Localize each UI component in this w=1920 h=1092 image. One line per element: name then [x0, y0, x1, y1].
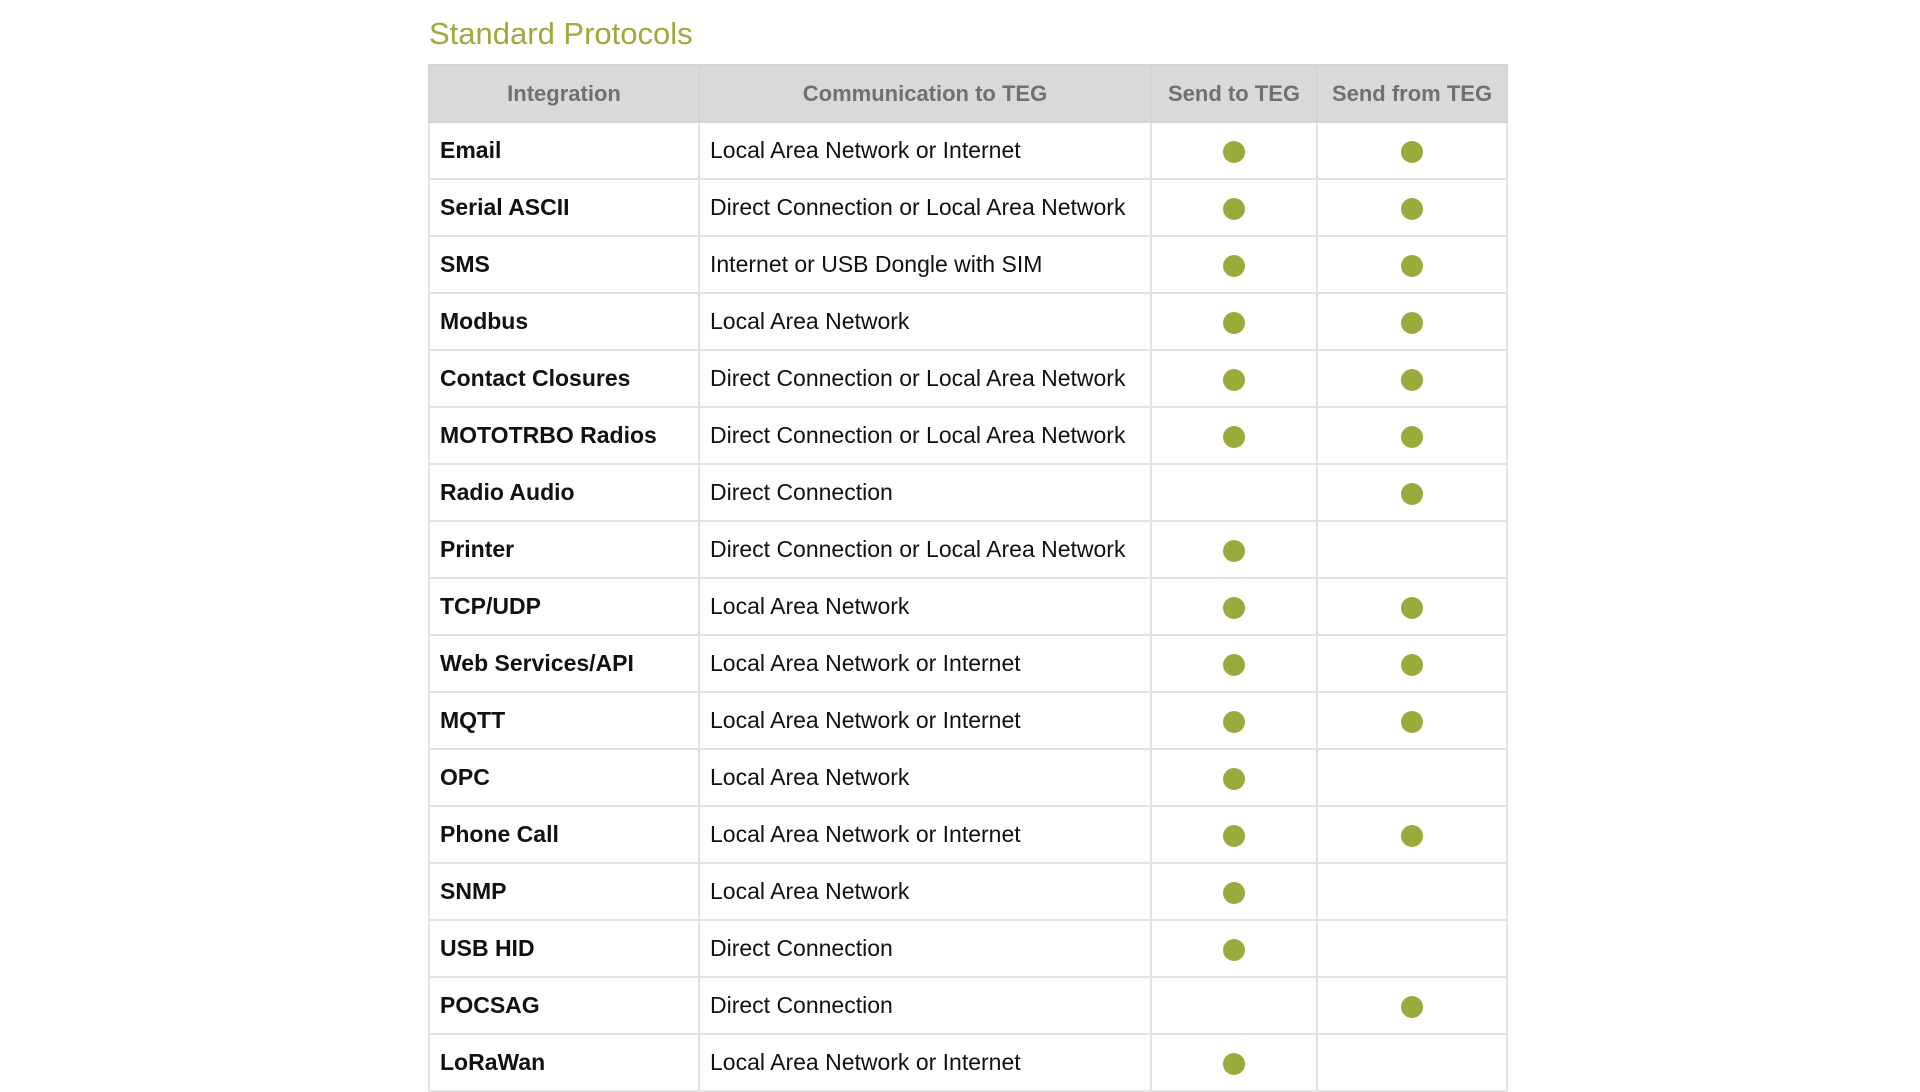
table-row: [429, 293, 1507, 350]
send-from-teg-cell: [1317, 863, 1507, 920]
page-title: Standard Protocols: [429, 16, 693, 51]
table-row: [429, 521, 1507, 578]
integration-name: USB HID: [429, 920, 699, 977]
communication-method: Local Area Network: [699, 578, 1151, 635]
communication-method: Direct Connection or Local Area Network: [699, 407, 1151, 464]
supported-dot-icon: [1401, 426, 1423, 448]
integration-name: OPC: [429, 749, 699, 806]
send-from-teg-cell: [1317, 692, 1507, 749]
supported-dot-icon: [1223, 768, 1245, 790]
communication-method: Direct Connection: [699, 977, 1151, 1034]
supported-dot-icon: [1401, 255, 1423, 277]
header-integration: Integration: [429, 65, 699, 122]
communication-method: Local Area Network or Internet: [699, 122, 1151, 179]
table-body: [429, 122, 1507, 1091]
send-from-teg-cell: [1317, 578, 1507, 635]
integration-name: Radio Audio: [429, 464, 699, 521]
send-to-teg-cell: [1151, 863, 1317, 920]
supported-dot-icon: [1223, 654, 1245, 676]
table-row: [429, 692, 1507, 749]
communication-method: Local Area Network or Internet: [699, 692, 1151, 749]
header-send-to-teg: Send to TEG: [1151, 65, 1317, 122]
supported-dot-icon: [1401, 312, 1423, 334]
integration-name: SNMP: [429, 863, 699, 920]
send-from-teg-cell: [1317, 179, 1507, 236]
table-row: [429, 635, 1507, 692]
communication-method: Local Area Network or Internet: [699, 635, 1151, 692]
send-to-teg-cell: [1151, 236, 1317, 293]
send-to-teg-cell: [1151, 692, 1317, 749]
supported-dot-icon: [1223, 540, 1245, 562]
supported-dot-icon: [1223, 1053, 1245, 1075]
integration-name: Serial ASCII: [429, 179, 699, 236]
supported-dot-icon: [1401, 141, 1423, 163]
integration-name: MOTOTRBO Radios: [429, 407, 699, 464]
supported-dot-icon: [1223, 369, 1245, 391]
communication-method: Local Area Network or Internet: [699, 806, 1151, 863]
integration-name: Email: [429, 122, 699, 179]
send-from-teg-cell: [1317, 350, 1507, 407]
table-row: [429, 122, 1507, 179]
table-header: [429, 65, 1507, 122]
table-row: [429, 236, 1507, 293]
supported-dot-icon: [1223, 141, 1245, 163]
communication-method: Local Area Network: [699, 293, 1151, 350]
table-row: [429, 578, 1507, 635]
send-to-teg-cell: [1151, 350, 1317, 407]
supported-dot-icon: [1401, 711, 1423, 733]
send-to-teg-cell: [1151, 749, 1317, 806]
send-to-teg-cell: [1151, 977, 1317, 1034]
communication-method: Local Area Network: [699, 749, 1151, 806]
header-communication: Communication to TEG: [699, 65, 1151, 122]
communication-method: Direct Connection or Local Area Network: [699, 179, 1151, 236]
table-row: [429, 1034, 1507, 1091]
supported-dot-icon: [1223, 882, 1245, 904]
table-row: [429, 179, 1507, 236]
supported-dot-icon: [1223, 426, 1245, 448]
header-row: [429, 65, 1507, 122]
supported-dot-icon: [1401, 369, 1423, 391]
table-row: [429, 749, 1507, 806]
supported-dot-icon: [1401, 198, 1423, 220]
supported-dot-icon: [1223, 939, 1245, 961]
table-row: [429, 863, 1507, 920]
supported-dot-icon: [1401, 483, 1423, 505]
send-from-teg-cell: [1317, 122, 1507, 179]
send-to-teg-cell: [1151, 407, 1317, 464]
send-to-teg-cell: [1151, 464, 1317, 521]
communication-method: Local Area Network or Internet: [699, 1034, 1151, 1091]
send-to-teg-cell: [1151, 1034, 1317, 1091]
communication-method: Direct Connection or Local Area Network: [699, 350, 1151, 407]
integration-name: MQTT: [429, 692, 699, 749]
communication-method: Direct Connection or Local Area Network: [699, 521, 1151, 578]
table-row: [429, 920, 1507, 977]
send-to-teg-cell: [1151, 920, 1317, 977]
protocols-table: [428, 64, 1508, 1092]
supported-dot-icon: [1401, 996, 1423, 1018]
send-to-teg-cell: [1151, 179, 1317, 236]
send-to-teg-cell: [1151, 635, 1317, 692]
send-to-teg-cell: [1151, 521, 1317, 578]
table-row: [429, 977, 1507, 1034]
communication-method: Internet or USB Dongle with SIM: [699, 236, 1151, 293]
communication-method: Direct Connection: [699, 920, 1151, 977]
table-row: [429, 464, 1507, 521]
table-row: [429, 407, 1507, 464]
integration-name: Modbus: [429, 293, 699, 350]
send-from-teg-cell: [1317, 806, 1507, 863]
integration-name: TCP/UDP: [429, 578, 699, 635]
send-from-teg-cell: [1317, 635, 1507, 692]
integration-name: Phone Call: [429, 806, 699, 863]
send-from-teg-cell: [1317, 464, 1507, 521]
supported-dot-icon: [1401, 597, 1423, 619]
supported-dot-icon: [1223, 825, 1245, 847]
send-from-teg-cell: [1317, 293, 1507, 350]
integration-name: Web Services/API: [429, 635, 699, 692]
communication-method: Direct Connection: [699, 464, 1151, 521]
table-row: [429, 350, 1507, 407]
send-from-teg-cell: [1317, 920, 1507, 977]
supported-dot-icon: [1223, 597, 1245, 619]
send-from-teg-cell: [1317, 236, 1507, 293]
supported-dot-icon: [1401, 825, 1423, 847]
integration-name: SMS: [429, 236, 699, 293]
integration-name: LoRaWan: [429, 1034, 699, 1091]
supported-dot-icon: [1223, 711, 1245, 733]
send-to-teg-cell: [1151, 806, 1317, 863]
header-send-from-teg: Send from TEG: [1317, 65, 1507, 122]
integration-name: Contact Closures: [429, 350, 699, 407]
integration-name: POCSAG: [429, 977, 699, 1034]
supported-dot-icon: [1223, 312, 1245, 334]
send-to-teg-cell: [1151, 293, 1317, 350]
supported-dot-icon: [1223, 198, 1245, 220]
integration-name: Printer: [429, 521, 699, 578]
supported-dot-icon: [1223, 255, 1245, 277]
send-from-teg-cell: [1317, 977, 1507, 1034]
table-row: [429, 806, 1507, 863]
send-from-teg-cell: [1317, 1034, 1507, 1091]
send-from-teg-cell: [1317, 521, 1507, 578]
send-to-teg-cell: [1151, 578, 1317, 635]
send-to-teg-cell: [1151, 122, 1317, 179]
send-from-teg-cell: [1317, 749, 1507, 806]
send-from-teg-cell: [1317, 407, 1507, 464]
supported-dot-icon: [1401, 654, 1423, 676]
communication-method: Local Area Network: [699, 863, 1151, 920]
